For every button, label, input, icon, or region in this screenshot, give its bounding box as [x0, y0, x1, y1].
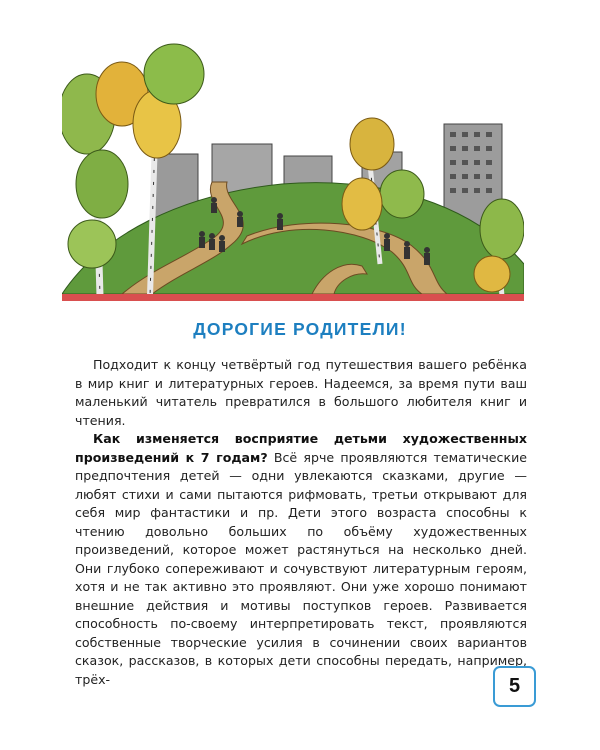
question-heading: Как изменяется восприятие детьми художественных произведений к 7 годам? [75, 431, 527, 465]
page-number: 5 [493, 666, 536, 707]
page-title: ДОРОГИЕ РОДИТЕЛИ! [193, 319, 407, 339]
intro-paragraph [75, 356, 527, 430]
body-text [75, 356, 527, 689]
paragraph-text: Всё ярче проявляются тематические предпочтения детей — одни увлекаются сказками, другие — любят стихи и сами пытаются рифмовать, третьи открывают для себя мир фантастики и пр. Дети этого возраста способны к чтению довольно больших по объёму художественных произведений, которое может растянуться на несколько дней. Они глубоко сопереживают и сочувствуют литературным героям, хотя и не так активно это проявляют. Они уже хорошо понимают внешние действия и мотивы поступков героев. Развивается способность по-своему интерпретировать текст, проявляются собственные творческие усилия в сочинении своих вариантов сказок, рассказов, в которых дети способны передать, например, трёх- [75, 449, 528, 687]
question-paragraph [75, 430, 527, 689]
paragraph-text: Подходит к концу четвёртый год путешествия вашего ребёнка в мир книг и литературных героев. Надеемся, за время пути ваш маленький читатель превратился в большого любителя книг и чтения. [75, 357, 527, 428]
park-illustration [62, 4, 524, 304]
ground-stripe [62, 294, 524, 301]
